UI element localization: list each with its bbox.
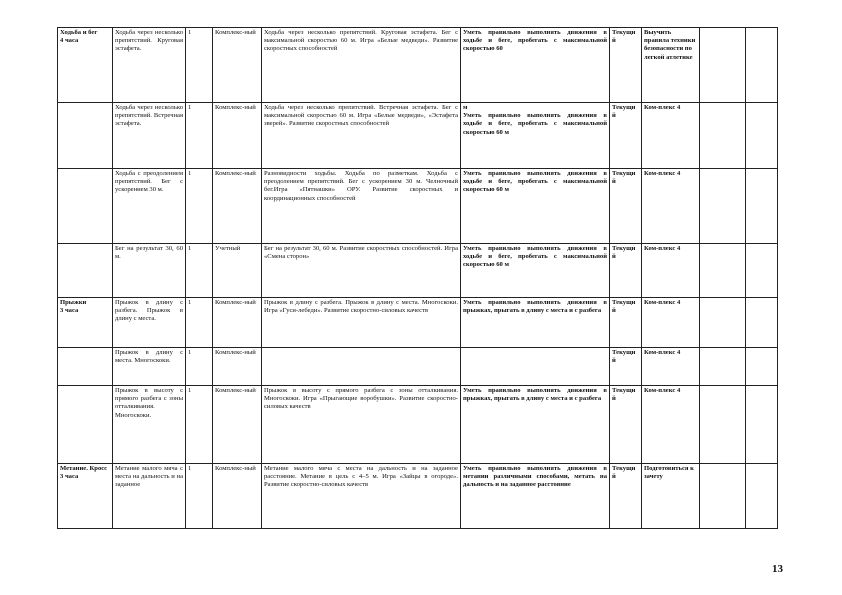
lesson-type-text: Комплекс-ный xyxy=(215,104,256,111)
homework-text: Ком-плекс 4 xyxy=(644,170,681,177)
cell-extra2 xyxy=(746,244,778,298)
cell-lesson-type xyxy=(213,103,262,169)
cell-section xyxy=(58,298,113,348)
homework-text: Подготовиться к зачету xyxy=(644,465,694,481)
table-row xyxy=(58,464,778,529)
cell-section xyxy=(58,348,113,386)
cell-homework xyxy=(642,464,700,529)
content-text: Ходьба через несколько препятствий. Встречная эстафета. Бег с максимальной скоростью 60 м. Игра «Белые медведи», «Эстафета зверей». Развитие скоростных способностей xyxy=(264,104,458,128)
cell-hours xyxy=(186,348,213,386)
cell-requirements xyxy=(461,28,610,103)
cell-control xyxy=(610,103,642,169)
requirements-text: Уметь правильно выполнять движения в ходьбе и беге, пробегать с максимальной скоростью 60 м xyxy=(463,170,607,194)
cell-homework xyxy=(642,28,700,103)
cell-hours xyxy=(186,103,213,169)
cell-section xyxy=(58,169,113,244)
topic-text: Прыжок в длину с места. Многоскоки. xyxy=(115,349,183,365)
cell-control xyxy=(610,298,642,348)
table-row xyxy=(58,348,778,386)
cell-extra2 xyxy=(746,464,778,529)
content-text: Метание малого мяча с места на дальность и на заданное расстояние. Метание в цель с 4–5 м. Игра «Зайцы в огороде». Развитие скоростно-силовых качеств xyxy=(264,465,458,489)
requirements-text: Уметь правильно выполнять движения в ходьбе и беге, пробегать с максимальной скоростью 60 м xyxy=(463,245,607,269)
cell-requirements xyxy=(461,298,610,348)
cell-content xyxy=(262,244,461,298)
cell-extra2 xyxy=(746,169,778,244)
cell-topic xyxy=(113,244,186,298)
content-text: Ходьба через несколько препятствий. Круговая эстафета. Бег с максимальной скоростью 60 м. Игра «Белые медведи». Развитие скоростных способностей xyxy=(264,29,458,53)
topic-text: Ходьба с преодолением препятствий. Бег с ускорением 30 м. xyxy=(115,170,183,194)
cell-extra2 xyxy=(746,103,778,169)
lesson-type-text: Комплекс-ный xyxy=(215,29,256,36)
content-text: Прыжок в длину с разбега. Прыжок в длину с места. Многоскоки. Игра «Гуси-лебеди». Развитие скоростно-силовых качеств xyxy=(264,299,458,315)
lesson-type-text: Комплекс-ный xyxy=(215,349,256,356)
page-number: 13 xyxy=(772,563,783,575)
cell-content xyxy=(262,386,461,464)
cell-extra1 xyxy=(700,169,746,244)
cell-section xyxy=(58,28,113,103)
cell-requirements xyxy=(461,464,610,529)
requirements-text: Уметь правильно выполнять движения в прыжках, прыгать в длину с места и с разбега xyxy=(463,299,607,315)
cell-requirements xyxy=(461,244,610,298)
cell-control xyxy=(610,169,642,244)
cell-extra1 xyxy=(700,103,746,169)
cell-homework xyxy=(642,103,700,169)
topic-text: Ходьба через несколько препятствий. Встречная эстафета. xyxy=(115,104,183,128)
cell-topic xyxy=(113,386,186,464)
hours-text: 1 xyxy=(188,170,192,177)
control-text: Текущий xyxy=(612,170,636,186)
table-body xyxy=(58,28,778,529)
cell-control xyxy=(610,348,642,386)
cell-homework xyxy=(642,348,700,386)
cell-homework xyxy=(642,298,700,348)
cell-topic xyxy=(113,348,186,386)
homework-text: Выучить правила техники безопасности по легкой атлетике xyxy=(644,29,696,61)
cell-content xyxy=(262,28,461,103)
topic-text: Прыжок в длину с разбега. Прыжок в длину с места. xyxy=(115,299,183,323)
cell-hours xyxy=(186,298,213,348)
lesson-plan-table xyxy=(57,27,778,529)
cell-control xyxy=(610,386,642,464)
content-text: Прыжок в высоту с прямого разбега с зоны отталкивания. Многоскоки. Игра «Прыгающие воробушки». Развитие скоростно-силовых качеств xyxy=(264,387,458,411)
cell-topic xyxy=(113,464,186,529)
table-row xyxy=(58,244,778,298)
cell-homework xyxy=(642,169,700,244)
cell-hours xyxy=(186,464,213,529)
lesson-type-text: Комплекс-ный xyxy=(215,299,256,306)
cell-lesson-type xyxy=(213,348,262,386)
topic-text: Бег на результат 30, 60 м. xyxy=(115,245,183,261)
cell-extra1 xyxy=(700,386,746,464)
cell-extra1 xyxy=(700,464,746,529)
homework-text: Ком-плекс 4 xyxy=(644,387,681,394)
cell-requirements xyxy=(461,386,610,464)
cell-requirements xyxy=(461,169,610,244)
cell-extra1 xyxy=(700,28,746,103)
cell-lesson-type xyxy=(213,169,262,244)
cell-topic xyxy=(113,103,186,169)
cell-extra2 xyxy=(746,28,778,103)
cell-requirements xyxy=(461,348,610,386)
control-text: Текущий xyxy=(612,387,636,403)
cell-extra2 xyxy=(746,348,778,386)
cell-homework xyxy=(642,244,700,298)
requirements-text: м Уметь правильно выполнять движения в ходьбе и беге, пробегать с максимальной скоростью 60 м xyxy=(463,104,607,136)
hours-text: 1 xyxy=(188,104,192,111)
cell-extra1 xyxy=(700,348,746,386)
lesson-type-text: Комплекс-ный xyxy=(215,465,256,472)
section-text: Прыжки 3 часа xyxy=(60,299,87,315)
topic-text: Метание малого мяча с места на дальность и на заданное xyxy=(115,465,183,489)
cell-topic xyxy=(113,298,186,348)
cell-topic xyxy=(113,169,186,244)
topic-text: Ходьба через несколько препятствий. Круговая эстафета. xyxy=(115,29,183,53)
lesson-type-text: Учетный xyxy=(215,245,241,252)
cell-hours xyxy=(186,244,213,298)
cell-lesson-type xyxy=(213,298,262,348)
cell-section xyxy=(58,386,113,464)
cell-extra2 xyxy=(746,386,778,464)
cell-section xyxy=(58,464,113,529)
cell-lesson-type xyxy=(213,386,262,464)
cell-control xyxy=(610,464,642,529)
hours-text: 1 xyxy=(188,245,192,252)
homework-text: Ком-плекс 4 xyxy=(644,245,681,252)
requirements-text: Уметь правильно выполнять движения в прыжках, прыгать в длину с места и с разбега xyxy=(463,387,607,403)
control-text: Текущий xyxy=(612,104,636,120)
cell-topic xyxy=(113,28,186,103)
hours-text: 1 xyxy=(188,349,192,356)
cell-lesson-type xyxy=(213,464,262,529)
cell-hours xyxy=(186,386,213,464)
table-row xyxy=(58,28,778,103)
cell-requirements xyxy=(461,103,610,169)
cell-control xyxy=(610,244,642,298)
homework-text: Ком-плекс 4 xyxy=(644,299,681,306)
requirements-text: Уметь правильно выполнять движения в ходьбе и беге, пробегать с максимальной скоростью 60 xyxy=(463,29,607,53)
cell-content xyxy=(262,298,461,348)
section-text: Ходьба и бег 4 часа xyxy=(60,29,98,45)
requirements-text: Уметь правильно выполнять движения в метании различными способами, метать на дальность и на заданное расстояние xyxy=(463,465,607,489)
cell-extra2 xyxy=(746,298,778,348)
content-text: Бег на результат 30, 60 м. Развитие скоростных способностей. Игра «Смена сторон» xyxy=(264,245,458,261)
cell-section xyxy=(58,103,113,169)
hours-text: 1 xyxy=(188,387,192,394)
hours-text: 1 xyxy=(188,299,192,306)
lesson-plan-sheet xyxy=(57,27,777,529)
cell-homework xyxy=(642,386,700,464)
cell-content xyxy=(262,103,461,169)
hours-text: 1 xyxy=(188,29,192,36)
cell-hours xyxy=(186,169,213,244)
cell-control xyxy=(610,28,642,103)
cell-hours xyxy=(186,28,213,103)
table-row xyxy=(58,103,778,169)
lesson-type-text: Комплекс-ный xyxy=(215,170,256,177)
cell-extra1 xyxy=(700,298,746,348)
control-text: Текущий xyxy=(612,299,636,315)
homework-text: Ком-плекс 4 xyxy=(644,104,681,111)
control-text: Текущий xyxy=(612,29,636,45)
cell-extra1 xyxy=(700,244,746,298)
homework-text: Ком-плекс 4 xyxy=(644,349,681,356)
cell-content xyxy=(262,464,461,529)
section-text: Метание. Кросс 3 часа xyxy=(60,465,108,481)
hours-text: 1 xyxy=(188,465,192,472)
cell-content xyxy=(262,169,461,244)
cell-lesson-type xyxy=(213,28,262,103)
cell-content xyxy=(262,348,461,386)
cell-section xyxy=(58,244,113,298)
control-text: Текущий xyxy=(612,245,636,261)
lesson-type-text: Комплекс-ный xyxy=(215,387,256,394)
cell-lesson-type xyxy=(213,244,262,298)
control-text: Текущий xyxy=(612,349,636,365)
table-row xyxy=(58,169,778,244)
control-text: Текущий xyxy=(612,465,636,481)
table-row xyxy=(58,298,778,348)
topic-text: Прыжок в высоту с прямого разбега с зоны отталкивания. Многоскоки. xyxy=(115,387,183,419)
content-text: Разновидности ходьбы. Ходьба по разметкам. Ходьба с преодолением препятствий. Бег с ускорением 30 м. Челночный бег.Игра «Пятнашки» ОРУ. Развитие скоростных и координационных способностей xyxy=(264,170,458,202)
table-row xyxy=(58,386,778,464)
